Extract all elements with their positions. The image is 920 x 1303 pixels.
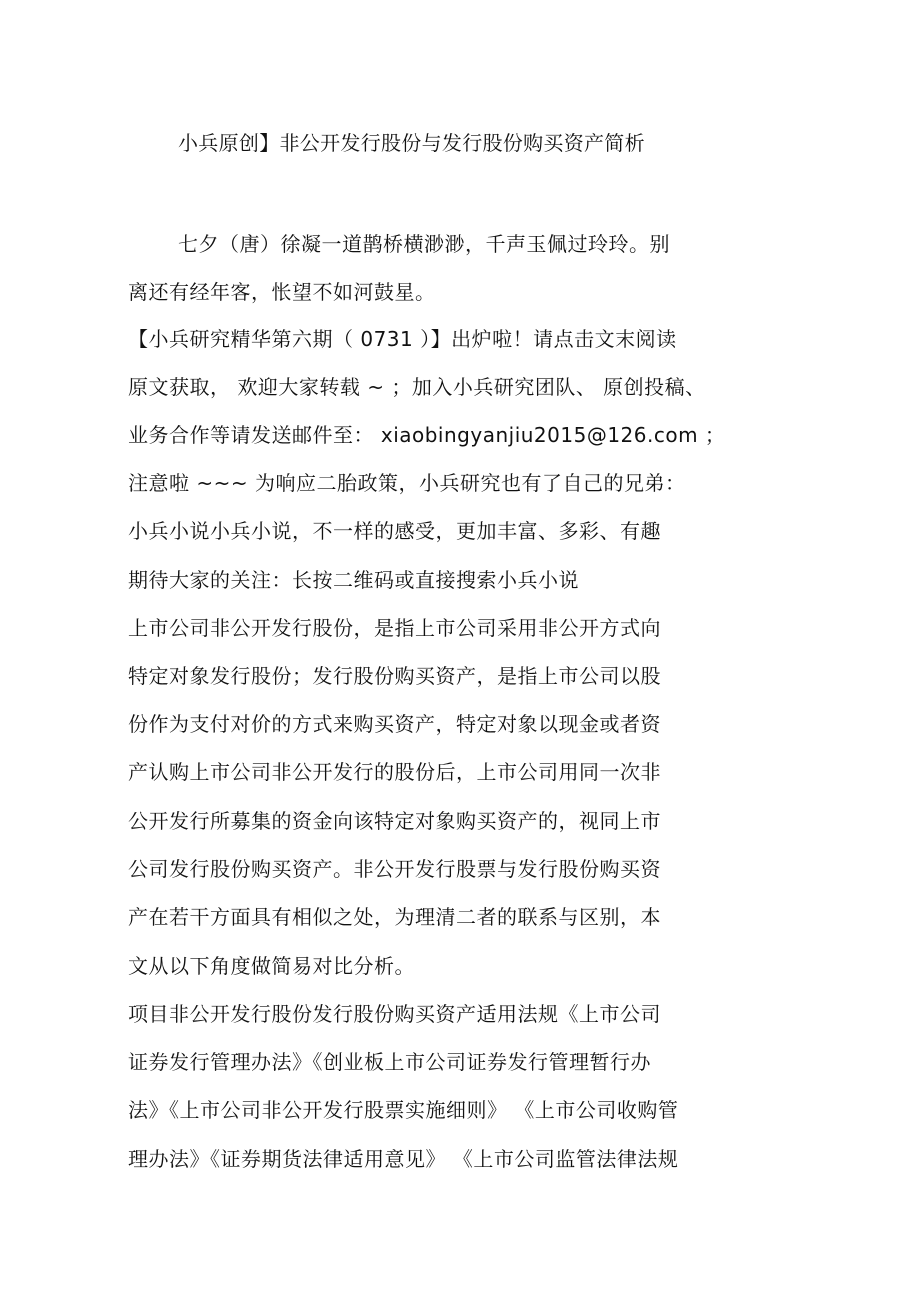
paragraph-line: 文从以下角度做简易对比分析。 (128, 954, 415, 978)
paragraph-line: 理办法》《证券期货法律适用意见》 《上市公司监管法律法规 (128, 1147, 679, 1171)
paragraph-line: 离还有经年客，怅望不如河鼓星。 (128, 280, 436, 304)
paragraph-line: 产在若干方面具有相似之处，为理清二者的联系与区别，本 (128, 905, 661, 929)
paragraph-line: 证券发行管理办法》《创业板上市公司证券发行管理暂行办 (128, 1050, 651, 1074)
paragraph-line: 特定对象发行股份；发行股份购买资产，是指上市公司以股 (128, 664, 661, 688)
paragraph-line: 期待大家的关注：长按二维码或直接搜索小兵小说 (128, 568, 579, 592)
paragraph-line: 上市公司非公开发行股份，是指上市公司采用非公开方式向 (128, 616, 661, 640)
paragraph-line: 【小兵研究精华第六期（ 0731 ）】出炉啦！请点击文末阅读 (128, 327, 677, 351)
paragraph-line: 七夕（唐）徐凝一道鹊桥横渺渺，千声玉佩过玲玲。别 (178, 232, 670, 256)
paragraph-line: 项目非公开发行股份发行股份购买资产适用法规《上市公司 (128, 1002, 661, 1026)
page-title: 小兵原创】非公开发行股份与发行股份购买资产简析 (178, 131, 645, 155)
paragraph-line: 份作为支付对价的方式来购买资产，特定对象以现金或者资 (128, 712, 661, 736)
paragraph-line: 法》《上市公司非公开发行股票实施细则》 《上市公司收购管 (128, 1098, 679, 1122)
paragraph-line: 公司发行股份购买资产。非公开发行股票与发行股份购买资 (128, 857, 661, 881)
paragraph-line: 公开发行所募集的资金向该特定对象购买资产的，视同上市 (128, 809, 661, 833)
paragraph-line: 业务合作等请发送邮件至： xiaobingyanjiu2015@126.com ； (128, 423, 726, 447)
paragraph-line: 原文获取， 欢迎大家转载 ~ ；加入小兵研究团队、 原创投稿、 (128, 375, 706, 399)
paragraph-line: 产认购上市公司非公开发行的股份后，上市公司用同一次非 (128, 760, 661, 784)
paragraph-line: 注意啦 ~~~ 为响应二胎政策，小兵研究也有了自己的兄弟： (128, 471, 686, 495)
paragraph-line: 小兵小说小兵小说，不一样的感受，更加丰富、多彩、有趣 (128, 519, 661, 543)
